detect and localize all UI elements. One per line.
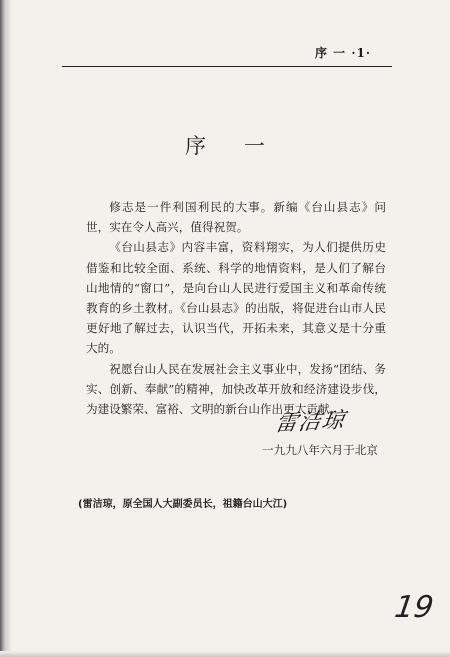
page-title: 序一 [185, 134, 303, 158]
paragraph-1: 修志是一件利国利民的大事。新编《台山县志》问世，实在令人高兴，值得祝贺。 [86, 200, 386, 235]
handwritten-page-number: 19 [392, 590, 436, 625]
running-header: 序 一 ·1· [315, 46, 372, 60]
paragraph-3: 祝愿台山人民在发展社会主义事业中，发扬“团结、务实、创新、奉献”的精神，加快改革开放和经济建设步伐，为建设繁荣、富裕、文明的新台山作出更大贡献。 [86, 361, 386, 417]
author-signature: 雷洁琼 [273, 408, 348, 437]
scan-shadow-bottom [0, 651, 450, 657]
scan-shadow-edge [0, 0, 12, 657]
date-and-place: 一九九八年六月于北京 [262, 443, 378, 457]
paragraph-2: 《台山县志》内容丰富，资料翔实，为人们提供历史借鉴和比较全面、系统、科学的地情资料，是人们了解台山地情的“窗口”，是向台山人民进行爱国主义和革命传统教育的乡土教材。《台山县志》的出版，将促进台山市人民更好地了解过去，认识当代，开拓未来，其意义是十分重大的。 [86, 240, 386, 356]
header-rule [62, 66, 392, 67]
author-footnote: (雷洁琼，原全国人大副委员长，祖籍台山大江) [78, 499, 288, 510]
preface-body [86, 197, 386, 419]
